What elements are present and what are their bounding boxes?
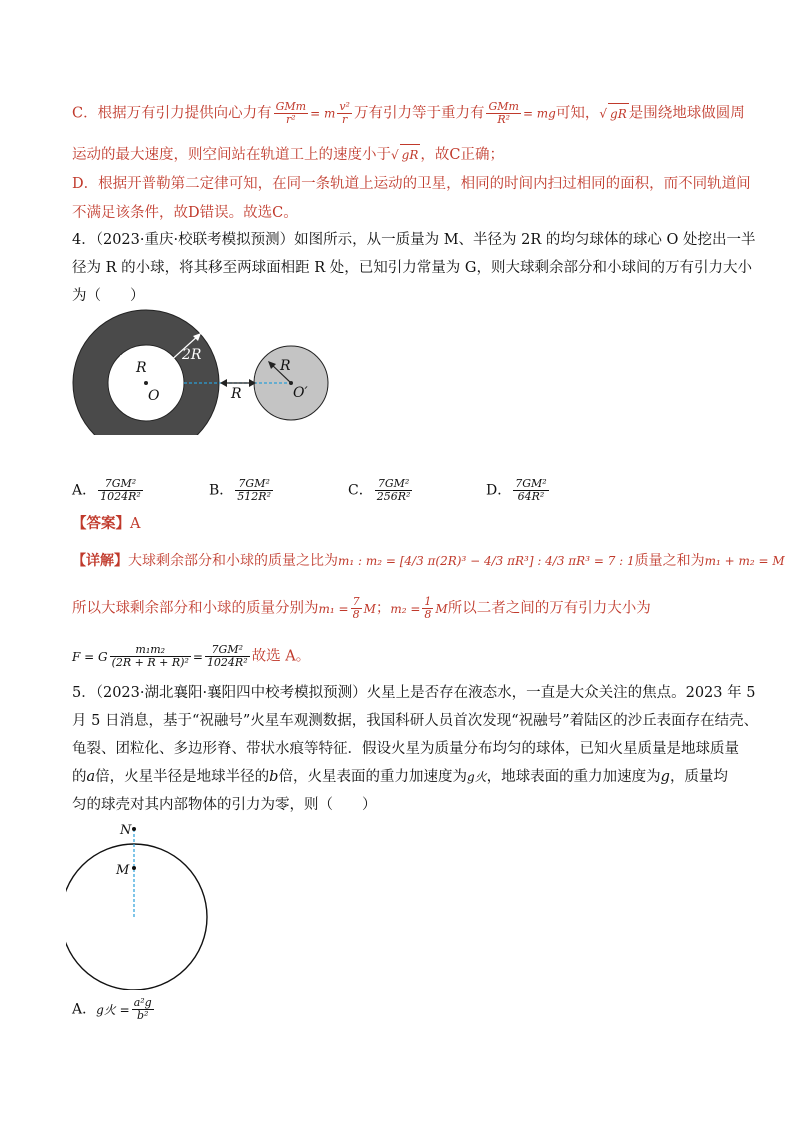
m1-label: m₁ = — [318, 601, 349, 616]
q5-line-1: 5．（2023·湖北襄阳·襄阳四中校考模拟预测）火星上是否存在液态水，一直是大众关注的焦点。2023 年 5 — [72, 685, 756, 701]
q5-line-3: 龟裂、团粒化、多边形脊、带状水痕等特征．假设火星为质量分布均匀的球体，已知火星质量是地球质量 — [72, 741, 739, 757]
label-2R: 2R — [182, 347, 202, 363]
text: 运动的最大速度，则空间站在轨道工上的速度小于 — [72, 147, 391, 163]
choice-a[interactable] — [72, 478, 145, 503]
equation-text: = m — [310, 106, 336, 121]
denominator: r² — [286, 113, 296, 126]
equals: = — [192, 649, 203, 664]
var-a: a — [86, 769, 96, 785]
text: 故选 A。 — [251, 648, 311, 665]
numerator: 7GM² — [205, 644, 250, 657]
answer-value: A — [130, 516, 141, 532]
var-b: b — [269, 769, 279, 785]
fraction — [110, 644, 191, 669]
separator: ； — [375, 600, 391, 617]
q5-choice-a[interactable] — [72, 997, 156, 1022]
q5-line-5: 匀的球壳对其内部物体的引力为零，则（ ） — [72, 797, 377, 813]
mass-ratio-equation: m₁ : m₂ = [4/3 π(2R)³ − 4/3 πR³] : 4/3 πR³ = 7 : 1 — [338, 554, 635, 568]
numerator: a²g — [133, 996, 152, 1009]
choice-d[interactable] — [486, 478, 551, 503]
fraction — [132, 997, 154, 1022]
detail-label: 【详解】 — [72, 553, 128, 569]
mass-sum-equation: m₁ + m₂ = M — [704, 554, 785, 568]
text: 所以大球剩余部分和小球的质量分别为 — [72, 600, 319, 617]
option-d-line-2: 不满足该条件，故D错误。故选C。 — [72, 205, 298, 221]
choice-letter: A． — [72, 1001, 97, 1018]
numerator: 7GM² — [515, 477, 547, 490]
label-R-gap: R — [231, 386, 242, 402]
numerator: m₁m₂ — [110, 644, 191, 657]
text: ，地球表面的重力加速度为 — [486, 769, 661, 785]
q4-figure — [70, 305, 340, 435]
choice-b[interactable] — [209, 478, 275, 503]
planet-circle — [66, 844, 207, 990]
numerator: 7 — [352, 595, 360, 608]
label-M: M — [116, 863, 130, 878]
q5-figure — [66, 820, 226, 990]
fraction — [205, 644, 250, 669]
numerator: 7GM² — [375, 478, 413, 491]
numerator: 7GM² — [98, 478, 143, 491]
text: 所以二者之间的万有引力大小为 — [447, 600, 651, 617]
denominator: b² — [136, 1009, 149, 1022]
q4-line-1: 4．（2023·重庆·校联考模拟预测）如图所示，从一质量为 M、半径为 2R 的均匀球体的球心 O 处挖出一半 — [72, 232, 756, 248]
g-earth: g — [660, 769, 670, 785]
text: 倍，火星半径是地球半径的 — [95, 769, 270, 785]
mass-symbol: M — [435, 601, 448, 616]
fraction — [337, 101, 352, 126]
option-d-line-1: D．根据开普勒第二定律可知，在同一条轨道上运动的卫星，相同的时间内扫过相同的面积，而不同轨道间 — [72, 176, 751, 192]
q4-line-2: 径为 R 的小球，将其移至两球面相距 R 处，已知引力常量为 G，则大球剩余部分和小球间的万有引力大小 — [72, 260, 752, 276]
numerator: 7GM² — [235, 478, 273, 491]
sqrt-expression: gR — [400, 144, 421, 165]
denominator: 8 — [424, 608, 432, 621]
arrow-head — [220, 379, 227, 387]
text: ，故C正确； — [420, 147, 504, 163]
text: ，质量均 — [669, 769, 728, 785]
text: 的 — [72, 769, 87, 785]
numerator: GMm — [488, 100, 519, 113]
fraction — [98, 478, 143, 503]
equation-text: = mg — [522, 106, 556, 121]
label-R2: R — [280, 358, 291, 374]
m2-label: m₂ = — [390, 601, 421, 616]
g-mars-label: g火 = — [96, 1002, 130, 1017]
choice-letter: D． — [486, 482, 512, 499]
numerator: v² — [339, 100, 350, 113]
label-O-prime: O′ — [293, 385, 308, 401]
numerator: 1 — [424, 595, 432, 608]
fraction — [375, 478, 413, 503]
option-c-line-2: 运动的最大速度，则空间站在轨道工上的速度小于√ gR ，故C正确； — [72, 144, 504, 165]
mass-symbol: M — [363, 601, 376, 616]
denominator: 512R² — [237, 490, 271, 503]
fraction — [486, 101, 520, 126]
label-O: O — [148, 388, 160, 404]
point-M — [132, 866, 136, 870]
denominator: 256R² — [376, 490, 411, 503]
denominator: 8 — [352, 608, 360, 621]
fraction — [422, 596, 433, 621]
text: 是围绕地球做圆周 — [628, 105, 745, 122]
denominator: 1024R² — [100, 490, 141, 503]
q4-line-3: 为（ ） — [72, 288, 145, 304]
q5-line-2: 月 5 日消息，基于“祝融号”火星车观测数据，我国科研人员首次发现“祝融号”着陆区的沙丘表面存在结壳、 — [72, 713, 759, 729]
numerator: GMm — [275, 100, 307, 113]
answer-label: 【答案】 — [72, 515, 130, 532]
option-c-line-1: C．根据万有引力提供向心力有 $\frac{\text{GMm}}{\text{r²}}$ = m $\frac{\text{v²}}{r}$ 万有引力等于重力有 $\frac{\text{GMm}}{\text{R²}}$ = mg可知，√ gR 是围绕地球做圆周 — [72, 100, 745, 126]
fraction — [274, 101, 308, 126]
choice-letter: C． — [348, 482, 373, 499]
q5-line-4 — [72, 767, 728, 787]
point-N — [132, 827, 136, 831]
force-label: F = G — [72, 649, 108, 664]
sqrt-expression: gR — [608, 103, 629, 124]
text: 大球剩余部分和小球的质量之比为 — [128, 553, 338, 569]
denominator: R² — [497, 113, 511, 126]
detail-line-1 — [72, 551, 785, 571]
denominator: 64R² — [517, 490, 545, 503]
text: 可知， — [555, 105, 600, 122]
answer-line — [72, 514, 140, 534]
fraction — [513, 478, 548, 503]
label-R1: R — [136, 360, 147, 376]
fraction — [351, 596, 362, 621]
label-N: N — [120, 823, 132, 838]
text: 质量之和为 — [634, 553, 705, 569]
denominator: r — [342, 113, 348, 126]
detail-line-2 — [72, 596, 651, 621]
choice-c[interactable] — [348, 478, 414, 503]
choice-letter: A． — [72, 482, 97, 499]
text: 万有引力等于重力有 — [353, 105, 485, 122]
denominator: 1024R² — [206, 656, 248, 669]
g-mars: g火 — [466, 770, 487, 784]
text: 倍，火星表面的重力加速度为 — [278, 769, 467, 785]
fraction — [235, 478, 273, 503]
text: C．根据万有引力提供向心力有 — [72, 105, 272, 122]
denominator: (2R + R + R)² — [111, 656, 189, 669]
center-O-dot — [144, 381, 148, 385]
detail-line-3 — [72, 644, 310, 669]
choice-letter: B． — [209, 482, 234, 499]
